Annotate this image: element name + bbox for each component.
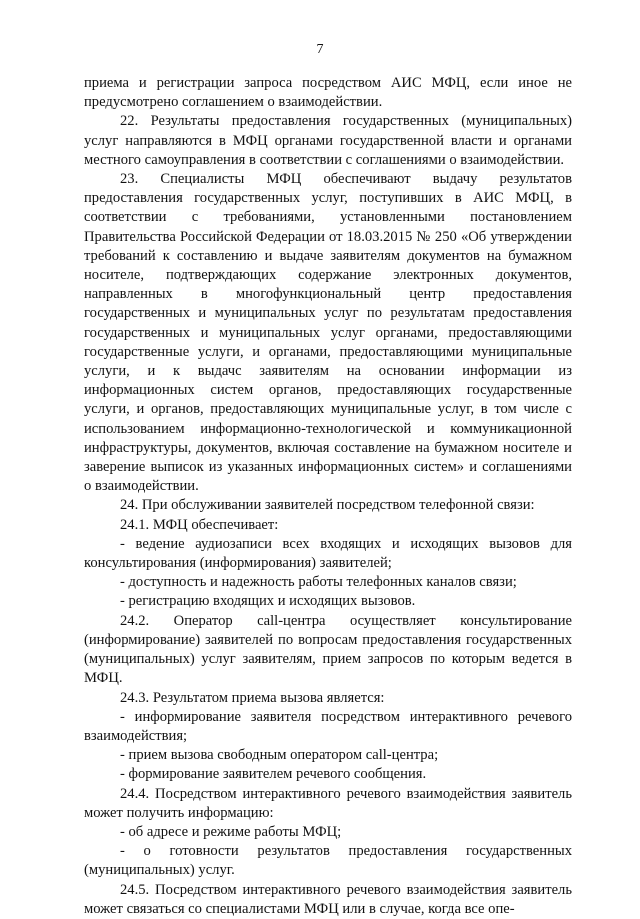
paragraph-23: 23. Специалисты МФЦ обеспечивают выдачу результатов предоставления государственных услуг, поступивших в АИС МФЦ, в соответствии с требованиями, установленными постановлением Правительства Российской Федерации от 18.03.2015 № 250 «Об утверждении требований к составлению и выдаче заявителям документов на бумажном носителе, подтверждающих содержание электронных документов, направленных в многофункциональный центр предоставления государственных и муниципальных услуг по результатам предоставления государственных и муниципальных услуг органами, предоставляющими государственные услуги, и органами, предоставляющими муниципальные услуги, и к выдачс заявителям на основании информации из информационных систем органов, предоставляющих государственные услуги, и органов, предоставляющих муниципальные услуг, в том числе с использованием информационно-технологической и коммуникационной инфраструктуры, документов, включая составление на бумажном носителе и заверение выписок из указанных информационных систем» и соглашениями о взаимодействии.: [84, 171, 572, 495]
paragraph-24-2: 24.2. Оператор call-центра осуществляет консультирование (информирование) заявителей по вопросам предоставления государственных (муниципальных) услуг заявителям, прием запросов по которым ведется в МФЦ.: [84, 612, 572, 687]
list-item-channel-reliability: - доступность и надежность работы телефонных каналов связи;: [120, 574, 517, 591]
list-item-ivr-informing: - информирование заявителя посредством интерактивного речевого взаимодействия;: [84, 708, 572, 744]
paragraph-24-1: 24.1. МФЦ обеспечивает:: [120, 516, 279, 533]
list-item-operator-call: - прием вызова свободным оператором call-центра;: [120, 747, 439, 764]
paragraph-24: 24. При обслуживании заявителей посредством телефонной связи:: [120, 497, 535, 514]
paragraph-24-4: 24.4. Посредством интерактивного речевого взаимодействия заявитель может получить информацию:: [84, 785, 572, 821]
document-body: [84, 74, 572, 919]
paragraph-24-3: 24.3. Результатом приема вызова является:: [120, 689, 385, 706]
paragraph-22: 22. Результаты предоставления государственных (муниципальных) услуг направляются в МФЦ органами государственной власти и органами местного самоуправления в соответствии с соглашениями о взаимодействии.: [84, 113, 572, 168]
list-item-voice-message: - формирование заявителем речевого сообщения.: [120, 766, 427, 783]
paragraph-24-5: 24.5. Посредством интерактивного речевого взаимодействия заявитель может связаться со специалистами МФЦ или в случае, когда все опе-: [84, 881, 572, 917]
page-number: 7: [316, 42, 324, 57]
list-item-results-readiness: - о готовности результатов предоставления государственных (муниципальных) услуг.: [84, 843, 572, 879]
list-item-address-hours: - об адресе и режиме работы МФЦ;: [120, 823, 342, 840]
list-item-audio-recording: - ведение аудиозаписи всех входящих и исходящих вызовов для консультирования (информирования) заявителей;: [84, 535, 572, 572]
list-item-call-registration: - регистрацию входящих и исходящих вызовов.: [120, 593, 416, 610]
paragraph-continuation: приема и регистрации запроса посредством АИС МФЦ, если иное не предусмотрено соглашением о взаимодействии.: [84, 75, 572, 111]
